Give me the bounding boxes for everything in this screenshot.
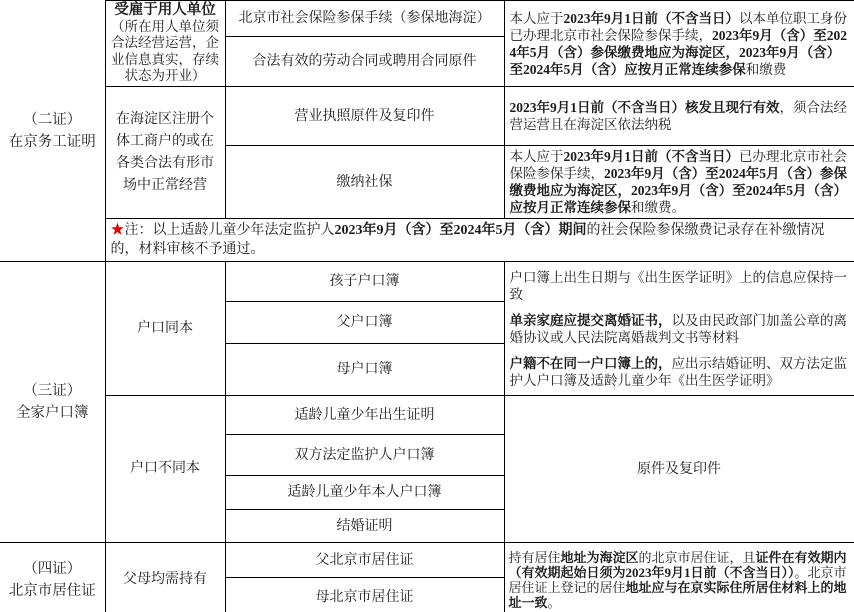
section-label-line: 北京市居住证 xyxy=(8,582,96,599)
requirement-cell-residence-permit xyxy=(504,543,854,612)
section-label-line: （三证） xyxy=(23,383,82,399)
text-segment: 本人应于 xyxy=(509,149,564,164)
text-segment: 户口簿上出生日期与《出生医学证明》上的信息应保持一致 xyxy=(509,269,847,302)
category-title: 户口同本 xyxy=(137,320,193,336)
category-cell-self-employed xyxy=(105,87,225,219)
text-segment: 的社会保险参保缴费记录存在补缴情况的，材料审核不予通过。 xyxy=(110,223,825,257)
requirement-paragraph xyxy=(510,269,849,303)
text-segment: 证件在有效期内（有效期起始日须为2023年9月1日前（不含当日）） xyxy=(508,549,847,580)
section-label-line: 全家户口簿 xyxy=(16,405,89,421)
category-title: 户口不同本 xyxy=(130,461,200,476)
section-label-line: 在京务工证明 xyxy=(8,133,96,150)
text-segment: 应出示结婚证明、双方法定监护人户口簿及适龄儿童少年《出生医学证明》 xyxy=(509,355,847,388)
text-segment: 2023年9月（含）至2024年5月（含）参保缴费地应为海淀区，2023年9月（含）至2024年5月（含）应按月正常连续参保 xyxy=(509,27,847,77)
requirement-cell-originals-copies xyxy=(504,396,854,543)
document-item: 北京市社会保险参保手续（参保地海淀） xyxy=(225,1,504,37)
text-segment: 单亲家庭应提交离婚证书， xyxy=(509,312,672,328)
text-segment: 的北京市居住证，且 xyxy=(638,549,756,565)
document-item: 适龄儿童少年本人户口簿 xyxy=(225,476,504,510)
requirement-paragraph xyxy=(510,312,849,346)
document-item: 缴纳社保 xyxy=(225,146,504,219)
section-label-line: （四证） xyxy=(23,560,82,577)
text-segment: 注：以上适龄儿童少年法定监护人 xyxy=(124,223,335,238)
text-segment: 2023年9月1日前（不含当日）核发且现行有效 xyxy=(509,100,780,115)
document-item: 父户口簿 xyxy=(225,302,504,344)
requirement-cell-license xyxy=(504,87,854,146)
text-segment: 2023年9月（含）至2024年5月（含）参保缴费地应为海淀区，2023年9月（含）至2024年5月（含）应按月正常连续参保 xyxy=(509,166,847,215)
document-item: 母北京市居住证 xyxy=(225,578,504,612)
category-cell-both-parents xyxy=(105,543,225,612)
document-item: 双方法定监护人户口簿 xyxy=(225,435,504,476)
red-star-icon: ★ xyxy=(110,223,125,238)
document-item: 合法有效的劳动合同或聘用合同原件 xyxy=(225,37,504,87)
document-item: 营业执照原件及复印件 xyxy=(225,87,504,146)
section-label-line: （二证） xyxy=(23,111,82,128)
text-segment: 。 xyxy=(547,594,561,610)
document-item: 孩子户口簿 xyxy=(225,262,504,302)
document-item: 结婚证明 xyxy=(225,510,504,543)
document-item: 父北京市居住证 xyxy=(225,543,504,578)
category-title: 受雇于用人单位 xyxy=(114,2,216,19)
requirement-cell-employment xyxy=(504,1,854,87)
text-segment: 户籍不在同一户口簿上的， xyxy=(509,355,672,371)
text-segment: 2023年9月（含）至2024年5月（含）期间 xyxy=(334,223,587,238)
text-segment: 和缴费。 xyxy=(631,200,685,215)
text-segment: 以本单位职工身份已办理北京市社会保险参保手续， xyxy=(509,10,847,43)
text-segment: 本人应于 xyxy=(509,10,564,26)
text-segment: 地址为海淀区 xyxy=(560,549,639,565)
category-cell-same-booklet xyxy=(105,262,225,396)
text-segment: 2023年9月1日前（不含当日） xyxy=(563,149,739,164)
section-label-work-proof xyxy=(0,1,105,262)
note-row xyxy=(105,219,854,262)
category-subtitle: （所在用人单位须合法经营运营，企业信息真实，存续状态为开业） xyxy=(111,18,219,84)
text-segment: 2023年9月1日前（不含当日） xyxy=(563,10,739,26)
document-item: 母户口簿 xyxy=(225,344,504,396)
section-label-household-register xyxy=(0,262,105,543)
text-segment: 以及由民政部门加盖公章的离婚协议或人民法院离婚裁判文书等材料 xyxy=(509,312,847,345)
text-segment: 已办理北京市社会保险参保手续， xyxy=(509,149,847,181)
category-cell-employer xyxy=(105,1,225,87)
text-segment: 和缴费 xyxy=(745,61,787,77)
text-segment: 材料上的地址一致 xyxy=(508,579,847,610)
category-title: 父母均需持有 xyxy=(123,571,207,587)
requirement-paragraph xyxy=(510,355,849,389)
document-item: 适龄儿童少年出生证明 xyxy=(225,396,504,435)
category-cell-different-booklet xyxy=(105,396,225,543)
category-title: 在海淀区注册个体工商户的或在各类合法有形市场中正常经营 xyxy=(116,111,214,193)
text-segment: 。北京市居住证上登记的居住 xyxy=(508,564,847,595)
requirement-cell-same-booklet xyxy=(504,262,854,396)
requirement-cell-self-employed-insurance xyxy=(504,146,854,219)
text-segment: 原件及复印件 xyxy=(637,461,721,477)
text-segment: 持有居住 xyxy=(508,549,561,565)
text-segment: 地址应与在京实际住所居住 xyxy=(625,579,782,595)
section-label-residence-permit xyxy=(0,543,105,612)
text-segment: ，须合法经营运营且在海淀区依法纳税 xyxy=(509,100,847,132)
